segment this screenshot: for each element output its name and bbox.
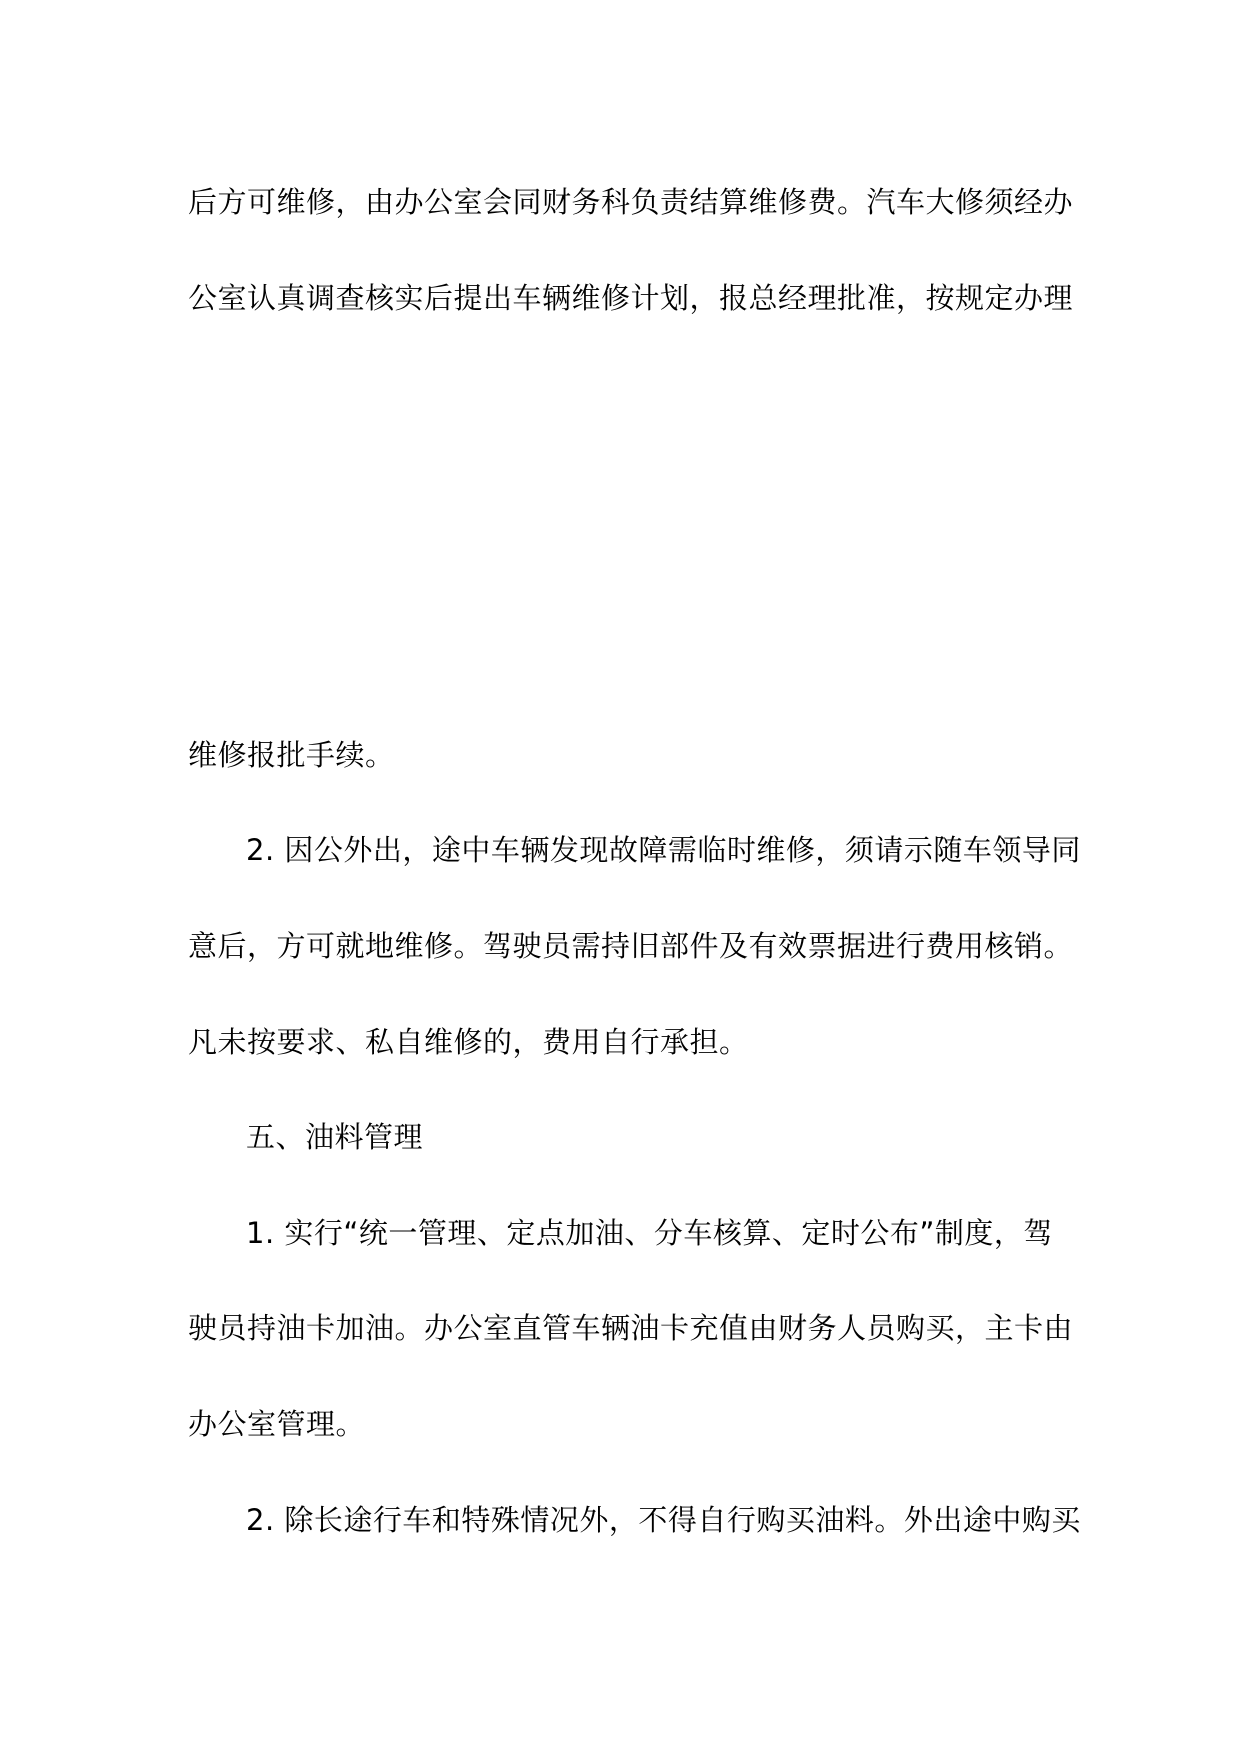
paragraph-line-8: 驶员持油卡加油。办公室直管车辆油卡充值由财务人员购买，主卡由 xyxy=(188,1311,1074,1345)
paragraph-line-7: 1. 实行“统一管理、定点加油、分车核算、定时公布”制度，驾 xyxy=(246,1216,1053,1250)
paragraph-line-3: 维修报批手续。 xyxy=(188,738,395,772)
paragraph-line-1: 后方可维修，由办公室会同财务科负责结算维修费。汽车大修须经办 xyxy=(188,185,1074,219)
paragraph-line-2: 公室认真调查核实后提出车辆维修计划，报总经理批准，按规定办理 xyxy=(188,281,1074,315)
paragraph-line-5: 意后，方可就地维修。驾驶员需持旧部件及有效票据进行费用核销。 xyxy=(188,929,1074,963)
paragraph-line-4: 2. 因公外出，途中车辆发现故障需临时维修，须请示随车领导同 xyxy=(246,833,1081,867)
paragraph-line-10: 2. 除长途行车和特殊情况外，不得自行购买油料。外出途中购买 xyxy=(246,1503,1081,1537)
paragraph-line-9: 办公室管理。 xyxy=(188,1407,366,1441)
paragraph-line-6: 凡未按要求、私自维修的，费用自行承担。 xyxy=(188,1025,749,1059)
section-heading: 五、油料管理 xyxy=(246,1120,424,1154)
